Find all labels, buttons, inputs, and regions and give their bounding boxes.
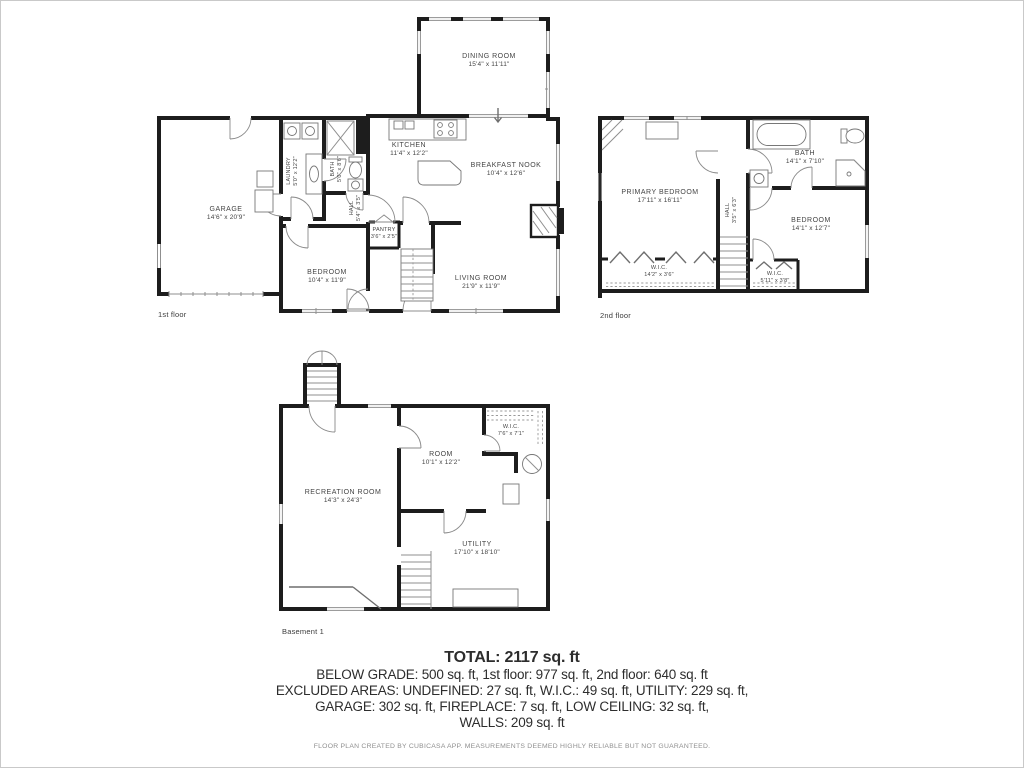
walls [600,116,869,298]
dresser [646,122,678,139]
garage-equipment [257,171,273,187]
summary-line-3: GARAGE: 302 sq. ft, FIREPLACE: 7 sq. ft, LOW CEILING: 32 sq. ft, [315,699,709,714]
fixtures [289,455,542,610]
toilet-tank [349,157,362,162]
basement-plan [269,351,554,613]
summary-line-1: BELOW GRADE: 500 sq. ft, 1st floor: 977 sq. ft, 2nd floor: 640 sq. ft [316,667,708,682]
bathtub-basin [757,124,806,146]
stairs-up-icon [720,237,748,286]
summary-line-2: EXCLUDED AREAS: UNDEFINED: 27 sq. ft, W.I.C.: 49 sq. ft, UTILITY: 229 sq. ft, [275,683,749,698]
room-label-pantry: PANTRY 3'6" x 2'5" [370,226,398,240]
room-label-living: LIVING ROOM 21'9" x 11'9" [454,275,508,291]
area-summary [1,649,1023,731]
closet-shelf-hatch [487,411,543,446]
disclaimer-text: FLOOR PLAN CREATED BY CUBICASA APP. MEASUREMENTS DEEMED HIGHLY RELIABLE BUT NOT GUARANTEED. [313,743,711,750]
room-label-primary-bedroom: PRIMARY BEDROOM 17'11" x 16'11" [621,189,699,205]
windows [280,405,550,611]
room-label-utility: UTILITY 17'10" x 18'10" [454,541,500,557]
chimney-flue [356,120,368,154]
kitchen-sink-icon [394,121,403,129]
room-label-bath2: BATH 14'1" x 7'10" [785,150,825,166]
room-label-hall1: HALL 5'4" x 3'5" [348,194,362,222]
room-label-hall2: HALL 3'5" x 6'3" [724,196,738,224]
floor2-tag: 2nd floor [600,311,631,320]
stairs-down-icon [401,249,433,301]
closet-chevrons [610,252,792,269]
total-area: TOTAL: 2117 sq. ft [444,649,580,666]
second-floor-drawing [598,113,873,298]
first-floor-plan [151,9,571,321]
room-label-wic-primary: W.I.C. 14'2" x 3'6" [644,264,674,278]
entry-door-arcs-icon [307,351,337,365]
fixtures [646,120,865,187]
room-label-kitchen: KITCHEN 11'4" x 12'2" [390,142,428,158]
first-floor-drawing [151,9,571,321]
utility-equipment [453,589,518,607]
room-label-bath1: BATH 5'0" x 8'6" [329,155,343,183]
room-label-bedroom1: BEDROOM 10'4" x 11'9" [307,269,347,285]
summary-line-4: WALLS: 209 sq. ft [459,715,565,730]
door-arcs [309,406,500,533]
pantry-bifold-door [375,215,393,222]
low-ceiling-hatch [602,120,623,150]
room-label-dining: DINING ROOM 15'4" x 11'11" [462,53,516,69]
door-arcs [696,149,812,260]
toilet-icon [846,129,864,143]
room-label-breakfast-nook: BREAKFAST NOOK 10'4" x 12'6" [470,162,542,178]
stove-icon [434,120,457,138]
basement-tag: Basement 1 [282,627,325,636]
garage-door [169,291,263,297]
room-label-bedroom2: BEDROOM 14'1" x 12'7" [791,217,831,233]
floor1-tag: 1st floor [158,310,187,319]
room-label-garage: GARAGE 14'6" x 20'9" [206,206,246,222]
room-label-recreation: RECREATION ROOM 14'3" x 24'3" [304,489,382,505]
second-floor-plan [598,113,873,298]
fireplace-icon [531,205,564,237]
low-wall-line [289,587,381,609]
room-label-wic-basement: W.I.C. 7'6" x 7'1" [497,423,525,437]
toilet-icon [350,162,362,178]
kitchen-island [418,161,461,185]
furnace-icon [503,484,519,504]
windows [599,116,869,287]
room-label-laundry: LAUNDRY 5'0" x 12'2" [285,156,299,186]
basement-drawing [269,351,554,613]
room-label-wic-bedroom: W.I.C. 5'11" x 3'8" [760,270,790,284]
room-label-room: ROOM 10'1" x 12'2" [421,451,461,467]
fixtures [255,119,564,237]
